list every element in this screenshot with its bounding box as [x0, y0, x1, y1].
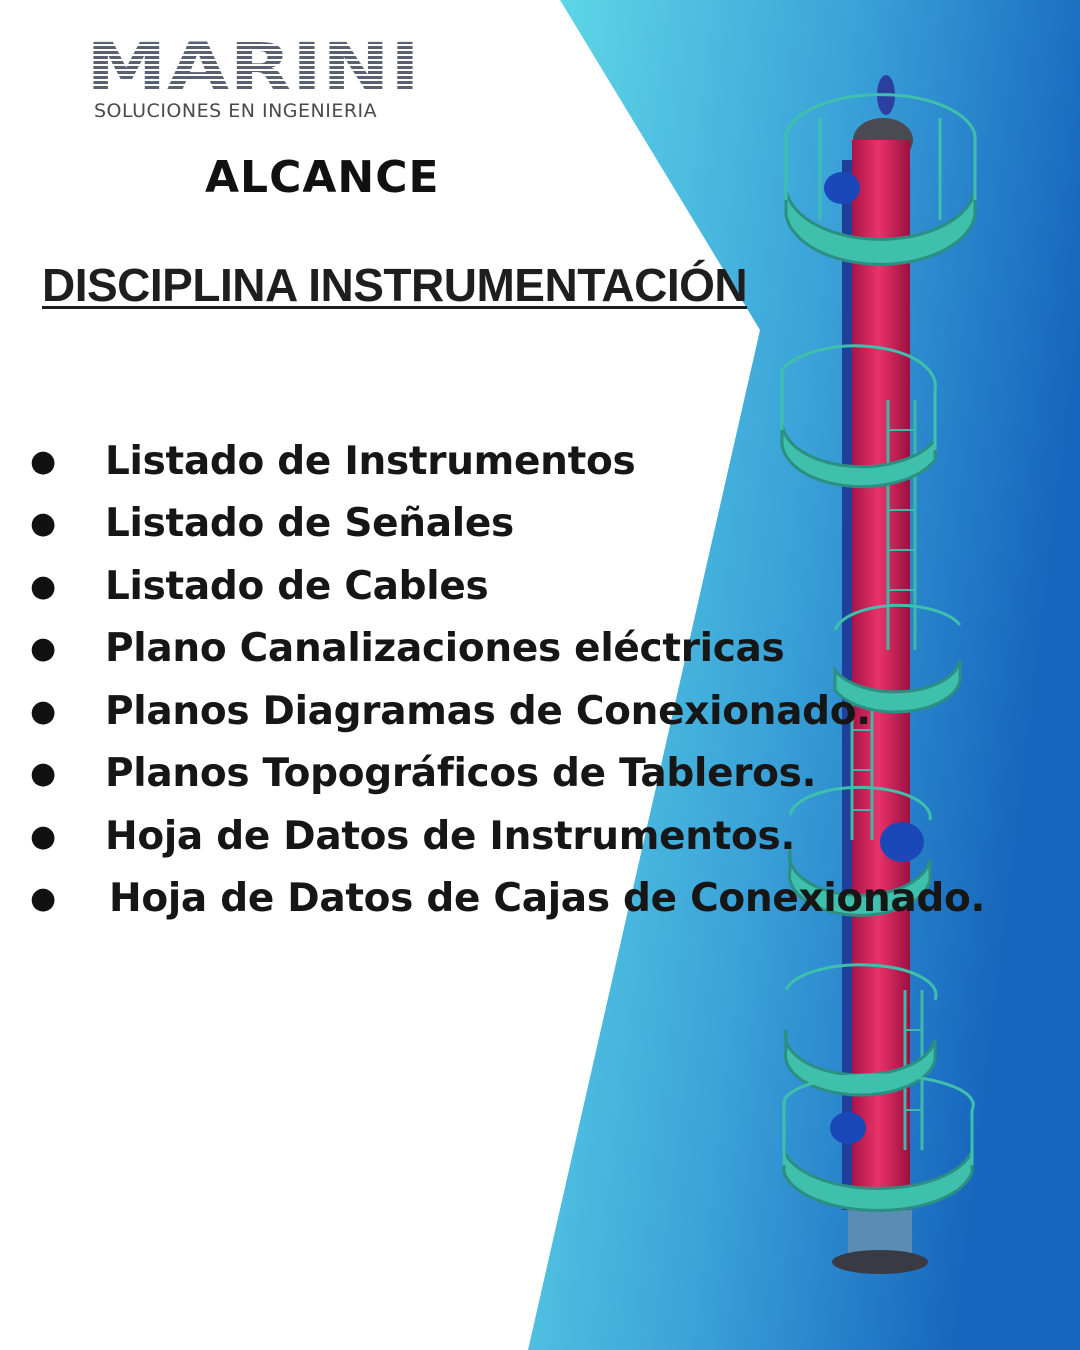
section-title: ALCANCE: [205, 152, 440, 203]
list-item-label: Listado de Instrumentos: [105, 438, 636, 484]
scope-list: [30, 430, 985, 930]
bullet-icon: ●: [30, 631, 57, 667]
list-item-label: Planos Diagramas de Conexionado.: [105, 688, 871, 734]
bullet-icon: ●: [30, 756, 57, 792]
marini-logo: [86, 36, 426, 131]
list-item-label: Listado de Cables: [105, 563, 489, 609]
company-tagline: SOLUCIONES EN INGENIERIA: [94, 100, 378, 122]
list-item-label: Planos Topográficos de Tableros.: [105, 751, 817, 797]
bullet-icon: ●: [30, 443, 57, 479]
list-item: [30, 430, 985, 493]
list-item-label: Hoja de Datos de Cajas de Conexionado.: [109, 876, 986, 922]
list-item: [30, 493, 985, 556]
list-item-label: Hoja de Datos de Instrumentos.: [105, 813, 795, 859]
bullet-icon: ●: [30, 506, 57, 542]
list-item: [30, 868, 985, 931]
list-item-label: Plano Canalizaciones eléctricas: [105, 626, 785, 672]
bullet-icon: ●: [30, 568, 57, 604]
list-item-label: Listado de Señales: [105, 501, 514, 547]
list-item: [30, 555, 985, 618]
bullet-icon: ●: [30, 818, 57, 854]
marini-wordmark: [86, 36, 422, 98]
list-item: [30, 618, 985, 681]
bullet-icon: ●: [30, 693, 57, 729]
list-item: [30, 680, 985, 743]
bullet-icon: ●: [30, 881, 57, 917]
svg-text:MARINI: MARINI: [86, 36, 420, 98]
list-item: [30, 805, 985, 868]
list-item: [30, 743, 985, 806]
discipline-title: DISCIPLINA INSTRUMENTACIÓN: [42, 259, 748, 311]
